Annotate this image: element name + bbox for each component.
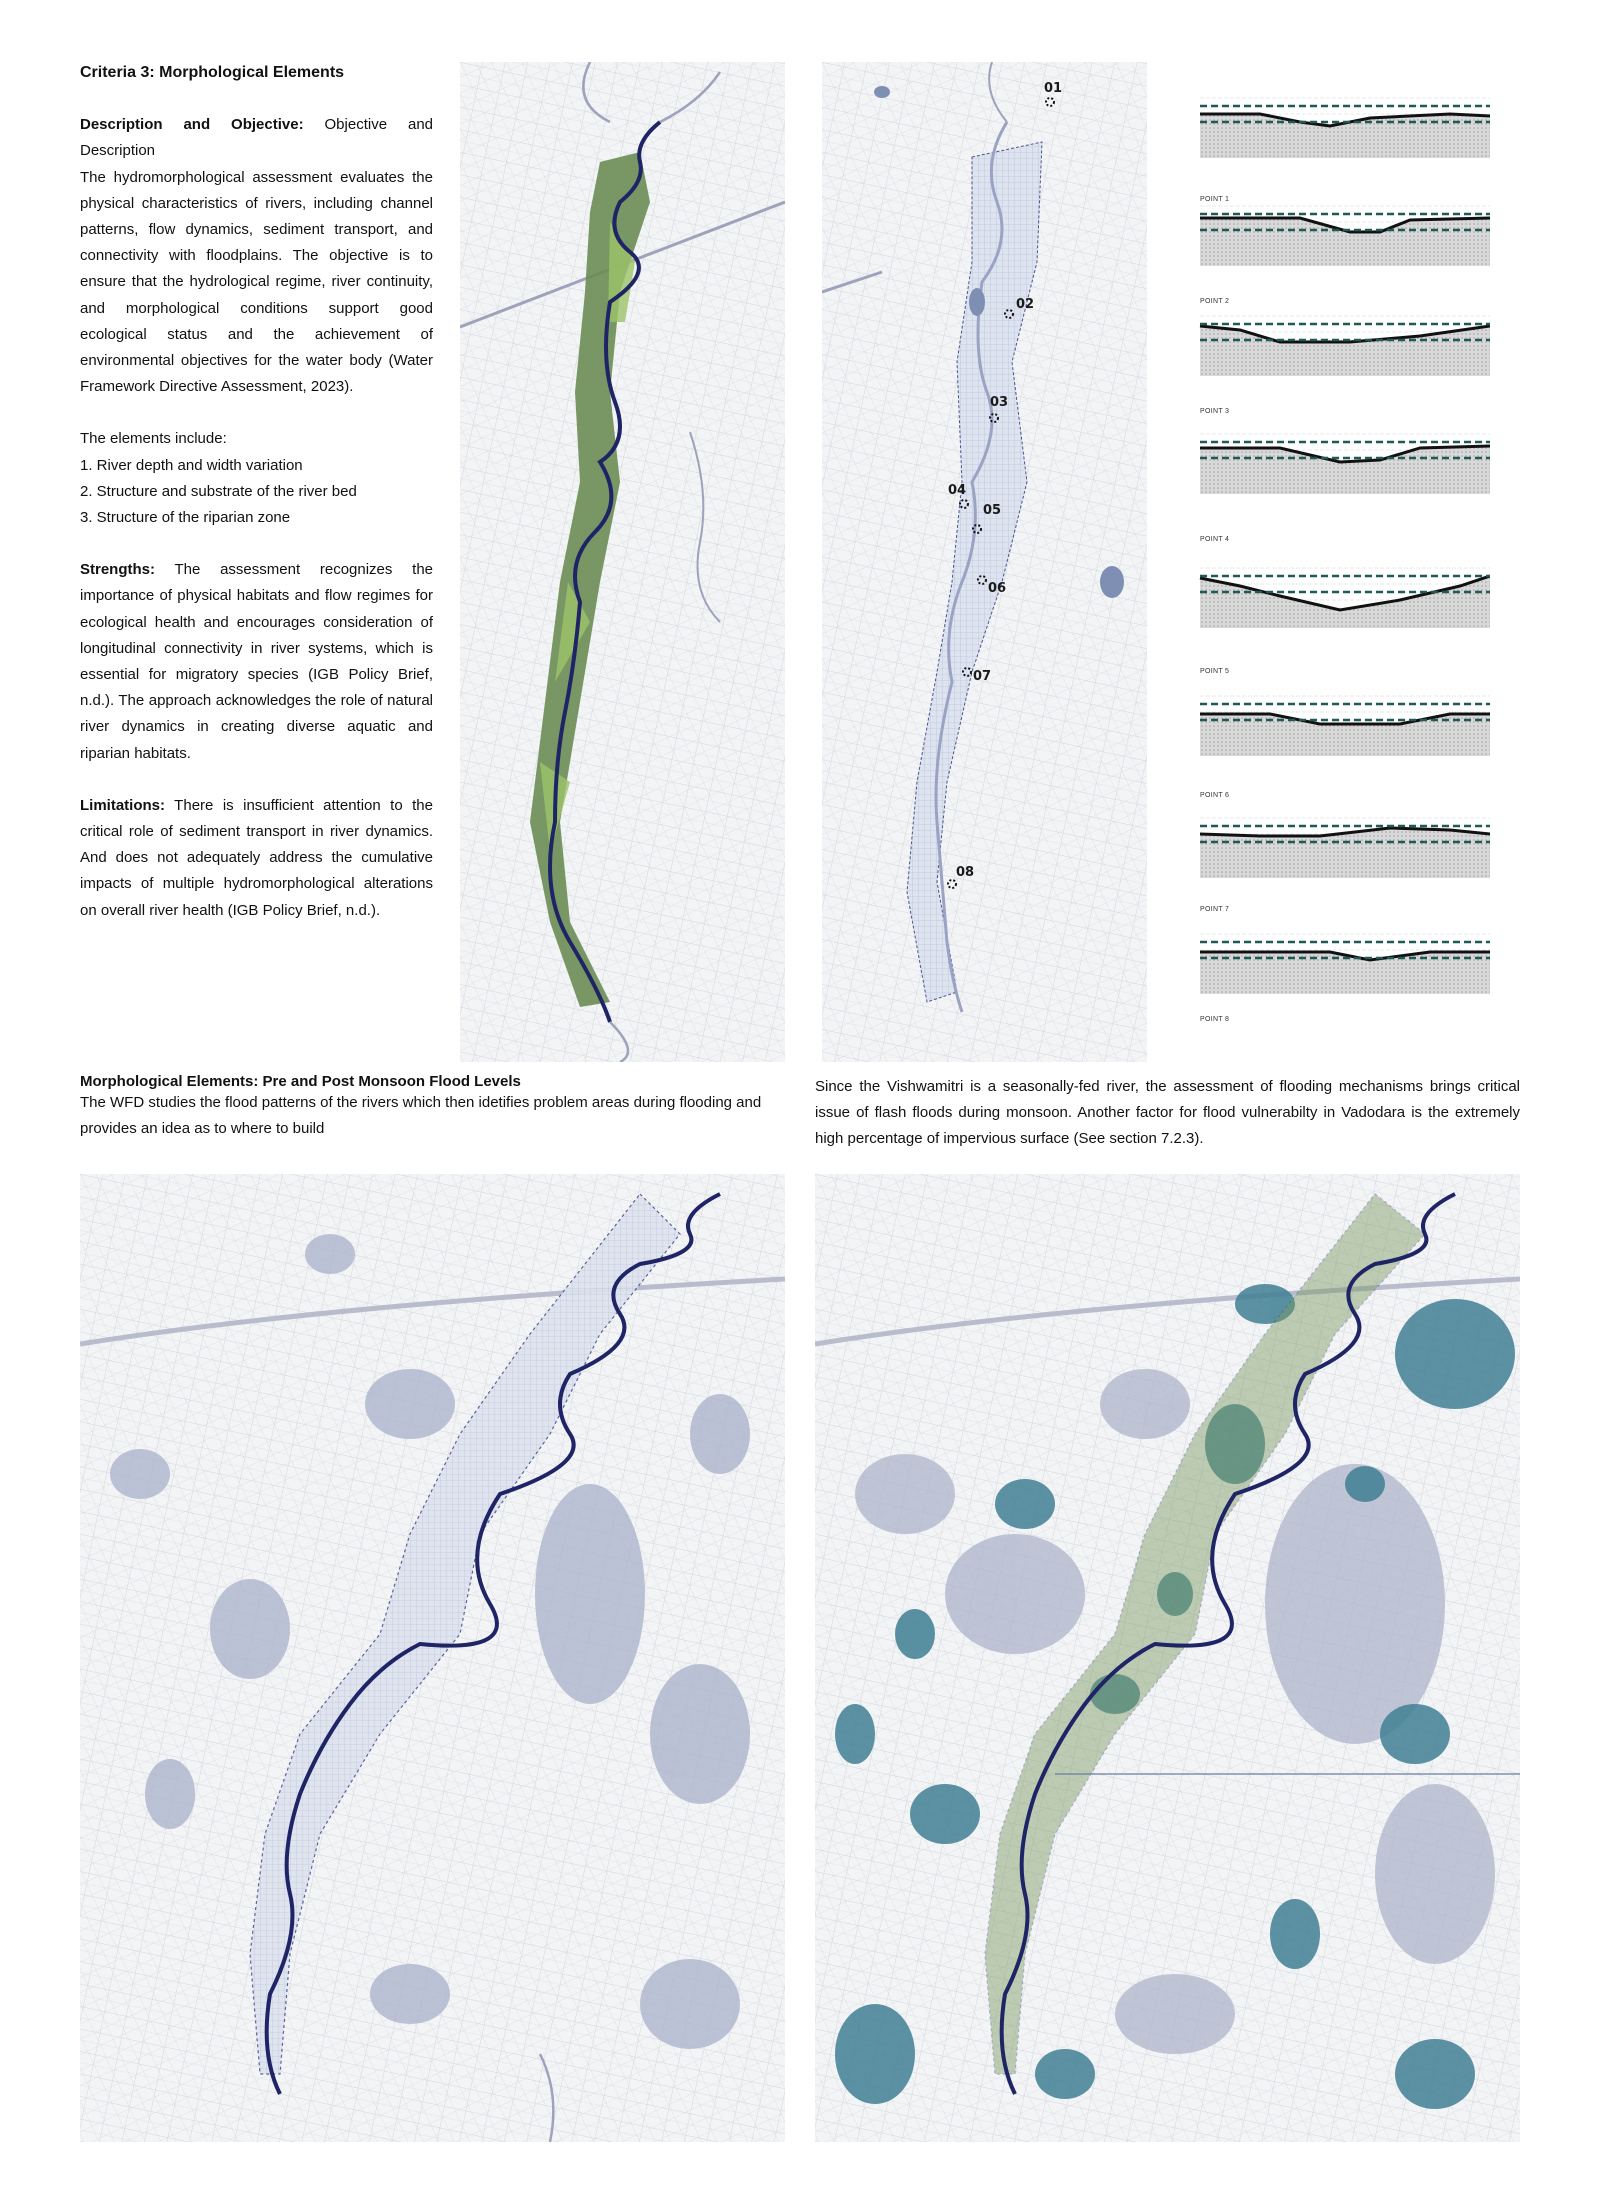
cross-section-label: POINT 6 — [1200, 792, 1230, 799]
description-heading: Description and Objective: — [80, 116, 304, 134]
cross-section-diagram — [1200, 568, 1490, 628]
riparian-vegetation-map — [460, 62, 785, 1062]
post-monsoon-flood-map — [815, 1174, 1520, 2142]
survey-points-map — [822, 62, 1147, 1062]
flood-intro — [80, 1073, 785, 1142]
limitations-body: There is insufficient attention to the critical role of sediment transport in river dynamics. And does not adequately address the cumulative impacts of multiple hydromorphological alterations on overall river health (IGB Policy Brief, n.d.). — [80, 796, 433, 919]
description-paragraph — [80, 112, 433, 400]
description-heading-rest: Objective and Description — [80, 116, 433, 160]
cross-sections-panel — [1190, 90, 1490, 1030]
survey-point-label: 04 — [948, 483, 967, 498]
limitations-paragraph — [80, 793, 433, 924]
ground-profile — [1200, 446, 1490, 494]
survey-point-label: 05 — [983, 503, 1002, 518]
limitations-heading: Limitations: — [80, 796, 165, 814]
criteria-title: Criteria 3: Morphological Elements — [80, 64, 345, 81]
cross-section-diagram — [1200, 316, 1490, 376]
ground-profile — [1200, 114, 1490, 158]
strengths-paragraph — [80, 557, 433, 767]
cross-section-label: POINT 8 — [1200, 1016, 1230, 1023]
survey-point-label: 03 — [990, 395, 1009, 410]
ground-profile — [1200, 218, 1490, 266]
strengths-body: The assessment recognizes the importance of physical habitats and flow regimes for ecological health and encourages consideration of longitudinal connectivity in river systems, which is essential for migratory species (IGB Policy Brief, n.d.). The approach acknowledges the role of natural river dynamics in creating diverse aquatic and riparian habitats. — [80, 561, 433, 762]
cross-section-label: POINT 2 — [1200, 298, 1230, 305]
cross-section-diagram — [1200, 98, 1490, 158]
survey-point-label: 02 — [1016, 297, 1035, 312]
cross-section-label: POINT 3 — [1200, 408, 1230, 415]
strengths-heading: Strengths: — [80, 561, 155, 579]
pre-monsoon-flood-map — [80, 1174, 785, 2142]
cross-section-label: POINT 7 — [1200, 906, 1230, 913]
survey-point-label: 01 — [1044, 81, 1063, 96]
list-item: 2. Structure and substrate of the river bed — [80, 482, 357, 500]
survey-point-label: 08 — [956, 865, 975, 880]
survey-point-label: 07 — [973, 669, 992, 684]
cross-section-diagram — [1200, 934, 1490, 994]
flood-right-text: Since the Vishwamitri is a seasonally-fed river, the assessment of flooding mechanisms brings critical issue of flash floods during monsoon. Another factor for flood vulnerabilty in Vadodara is the extremely high percentage of impervious surface (See section 7.2.3). — [815, 1078, 1520, 1147]
flood-title: Morphological Elements: Pre and Post Monsoon Flood Levels — [80, 1073, 521, 1090]
cross-section-label: POINT 5 — [1200, 668, 1230, 675]
cross-section-diagram — [1200, 206, 1490, 266]
cross-section-diagram — [1200, 434, 1490, 494]
cross-section-label: POINT 1 — [1200, 196, 1230, 203]
flood-left-text: The WFD studies the flood patterns of the rivers which then idetifies problem areas during flooding and provides an idea as to where to build — [80, 1094, 762, 1137]
description-body: The hydromorphological assessment evaluates the physical characteristics of rivers, including channel patterns, flow dynamics, sediment transport, and connectivity with floodplains. The objective is to ensure that the hydrological regime, river continuity, and morphological conditions support good ecological status and the achievement of environmental objectives for the water body (Water Framework Directive Assessment, 2023). — [80, 168, 433, 396]
cross-section-diagram — [1200, 696, 1490, 756]
cross-section-label: POINT 4 — [1200, 536, 1230, 543]
list-item: 1. River depth and width variation — [80, 456, 303, 474]
elements-intro: The elements include: — [80, 430, 227, 448]
list-item: 3. Structure of the riparian zone — [80, 509, 291, 527]
cross-sections-svg — [1190, 90, 1490, 1030]
survey-point-label: 06 — [988, 581, 1007, 596]
cross-section-diagram — [1200, 818, 1490, 878]
criteria-text-column — [80, 60, 433, 950]
elements-list — [80, 426, 433, 531]
